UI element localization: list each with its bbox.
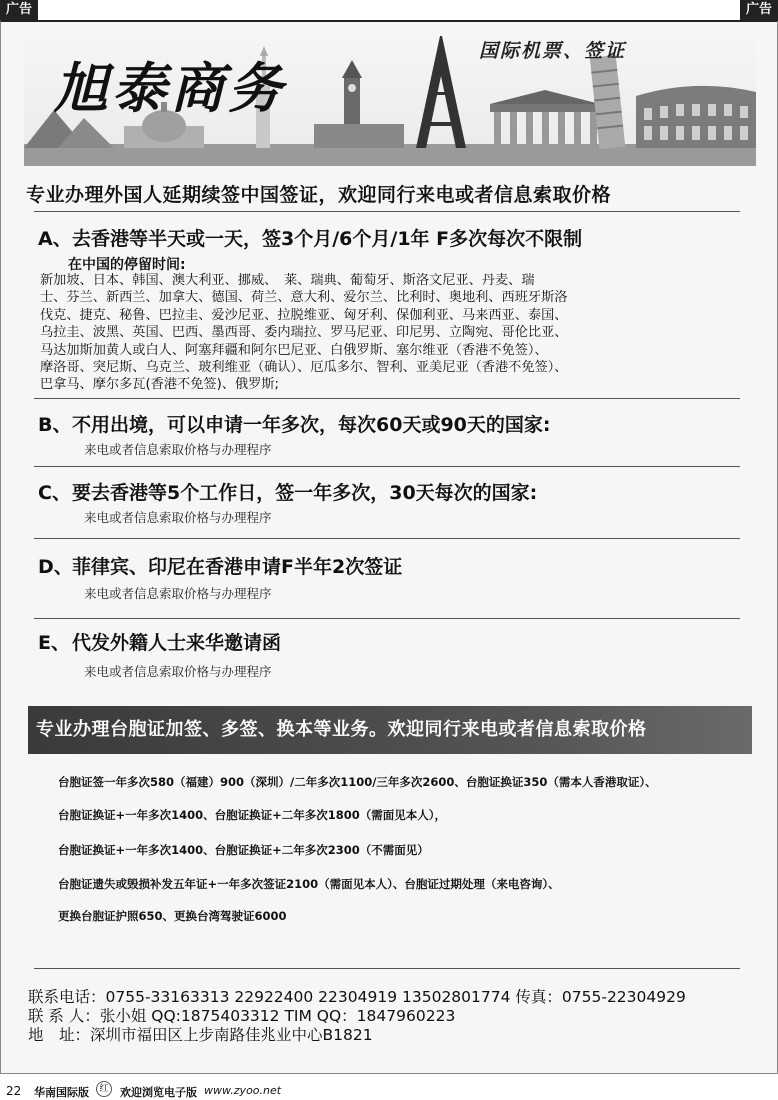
- country-line: 士、芬兰、新西兰、加拿大、德国、荷兰、意大利、爱尔兰、比利时、奥地利、西班牙斯洛: [40, 290, 568, 306]
- divider: [34, 211, 740, 212]
- price-line: 台胞证签一年多次580（福建）900（深圳）/二年多次1100/三年多次2600、台胞证换证350（需本人香港取证）、: [58, 775, 657, 789]
- contact-phone: 联系电话：0755-33163313 22922400 22304919 13502801774 传真：0755-22304929: [28, 988, 686, 1006]
- country-list: [40, 272, 720, 394]
- section-d-title: D、菲律宾、印尼在香港申请F半年2次签证: [38, 556, 403, 578]
- country-line: 乌拉圭、波黑、英国、巴西、墨西哥、委内瑞拉、罗马尼亚、印尼男、立陶宛、哥伦比亚、: [40, 325, 568, 341]
- section-c-title: C、要去香港等5个工作日，签一年多次，30天每次的国家:: [38, 482, 538, 504]
- price-line: 台胞证换证+一年多次1400、台胞证换证+二年多次1800（需面见本人），: [58, 808, 447, 822]
- page-footer: [0, 1080, 778, 1100]
- page-number: 22: [6, 1084, 22, 1098]
- divider: [34, 968, 740, 969]
- banner-subtitle: 国际机票、签证: [479, 40, 627, 62]
- section-c-note: 来电或者信息索取价格与办理程序: [84, 510, 272, 525]
- ad-tag-left: 广告: [0, 0, 38, 20]
- contact-address: 地 址：深圳市福田区上步南路佳兆业中心B1821: [28, 1026, 373, 1044]
- brand-logo-text: 旭泰商务: [54, 56, 286, 120]
- country-line: 巴拿马、摩尔多瓦(香港不免签)、俄罗斯;: [40, 377, 279, 393]
- divider: [34, 618, 740, 619]
- country-line: 摩洛哥、突尼斯、乌克兰、玻利维亚（确认）、厄瓜多尔、智利、亚美尼亚（香港不免签）、: [40, 360, 568, 376]
- country-line: 马达加斯加黄人或白人、阿塞拜疆和阿尔巴尼亚、白俄罗斯、塞尔维亚（香港不免签）、: [40, 342, 548, 358]
- price-line: 台胞证换证+一年多次1400、台胞证换证+二年多次2300（不需面见）: [58, 843, 429, 857]
- taibao-service-banner: 专业办理台胞证加签、多签、换本等业务。欢迎同行来电或者信息索取价格: [28, 706, 752, 754]
- ad-tag-right: 广告: [740, 0, 778, 20]
- section-e-title: E、 代发外籍人士来华邀请函: [38, 632, 282, 654]
- price-line: 更换台胞证护照650、更换台湾驾驶证6000: [58, 909, 287, 923]
- publisher-logo-icon: 红: [96, 1081, 112, 1097]
- site-url-link[interactable]: www.zyoo.net: [204, 1084, 282, 1097]
- country-line: 伐克、捷克、秘鲁、巴拉圭、爱沙尼亚、拉脱维亚、匈牙利、保伽利亚、马来西亚、泰国、: [40, 307, 568, 323]
- headline: 专业办理外国人延期续签中国签证，欢迎同行来电或者信息索取价格: [26, 184, 612, 206]
- contact-person: 联 系 人：张小姐 QQ:1875403312 TIM QQ：1847960223: [28, 1007, 456, 1025]
- welcome-text: 欢迎浏览电子版: [120, 1086, 197, 1099]
- section-e-note: 来电或者信息索取价格与办理程序: [84, 664, 272, 679]
- country-line: 新加坡、日本、韩国、澳大利亚、挪威、 莱、瑞典、葡萄牙、斯洛文尼亚、丹麦、瑞: [40, 273, 535, 288]
- edition-name: 华南国际版: [34, 1086, 89, 1099]
- price-line: 台胞证遗失或毁损补发五年证+一年多次签证2100（需面见本人）、台胞证过期处理（来电咨询）、: [58, 877, 560, 891]
- section-d-note: 来电或者信息索取价格与办理程序: [84, 586, 272, 601]
- divider: [34, 466, 740, 467]
- section-a-title: A、去香港等半天或一天，签3个月/6个月/1年 F多次每次不限制: [38, 228, 583, 250]
- divider: [34, 398, 740, 399]
- banner: [24, 26, 756, 166]
- stay-duration-label: 在中国的停留时间:: [68, 257, 186, 273]
- section-b-title: B、不用出境，可以申请一年多次，每次60天或90天的国家:: [38, 414, 551, 436]
- section-b-note: 来电或者信息索取价格与办理程序: [84, 442, 272, 457]
- divider: [34, 538, 740, 539]
